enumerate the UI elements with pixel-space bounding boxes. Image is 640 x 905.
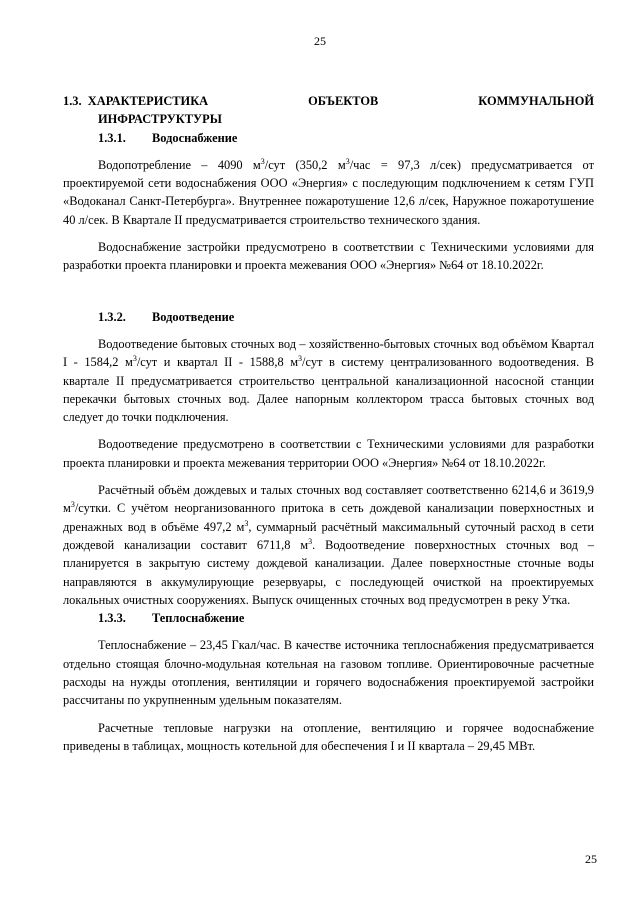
page-content <box>63 92 594 755</box>
subsection-title: Водоснабжение <box>152 130 238 145</box>
subsection-number: 1.3.1. <box>98 130 126 145</box>
paragraph-storm-water: Расчётный объём дождевых и талых сточных вод составляет соответственно 6214,6 и 3619,9 $м^3$/сутки. С учётом неорганизованного притока в сеть дождевой канализации поверхностных и дренажных вод в объёме 497,2 $м^3$, суммарный расчётный максимальный суточный расход в сети дождевой канализации составит 6711,8 $м^3$. Водоотведение поверхностных сточных вод – планируется в закрытую систему дождевой канализации. Далее поверхностные сточные воды направляются в аккумулирующие резервуары, с последующей очисткой на проектируемых локальных очистных сооружениях. Выпуск очищенных сточных вод предусмотрен в реку Утка. <box>63 483 594 607</box>
section-number: 1.3. <box>63 94 82 108</box>
subsection-heading-heat-supply <box>63 609 594 627</box>
spacer <box>63 275 594 299</box>
subsection-number: 1.3.3. <box>98 611 126 626</box>
paragraph-water-consumption: Водопотребление – 4090 $м^3$/сут (350,2 $м^3$/час = 97,3 л/сек) предусматривается от проектируемой сети водоснабжения ООО «Энергия» с последующим подключением к сетям ГУП «Водоканал Санкт-Петербурга». Внутреннее пожаротушение 12,6 л/сек, Наружное пожаротушение 40 л/сек. В Квартале II предусматривается строительство технического здания. <box>63 156 594 227</box>
spacer <box>63 710 594 719</box>
paragraph-drainage-conditions: Водоотведение предусмотрено в соответствии с Техническими условиями для разработки проекта планировки и проекта межевания территории ООО «Энергия» №64 от 18.10.2022г. <box>63 437 594 470</box>
section-title-word-3: КОММУНАЛЬНОЙ <box>478 94 594 108</box>
section-title-word-1: ХАРАКТЕРИСТИКА <box>87 94 209 108</box>
spacer <box>63 627 594 636</box>
page-number-top: 25 <box>314 34 326 48</box>
section-heading <box>63 92 594 110</box>
spacer <box>63 299 594 308</box>
subsection-heading-drainage <box>63 308 594 326</box>
section-title-word-2: ОБЪЕКТОВ <box>308 94 379 108</box>
spacer <box>63 472 594 481</box>
section-number-and-first-word <box>63 92 208 110</box>
paragraph-heat-supply: Теплоснабжение – 23,45 Гкал/час. В качестве источника теплоснабжения предусматривается отдельно стоящая блочно-модульная котельная на газовом топливе. Ориентировочные расчетные расходы на нужды отопления, вентиляции и горячего водоснабжения проектируемой застройки рассчитаны по укрупненным удельным показателям. <box>63 638 594 708</box>
subsection-number: 1.3.2. <box>98 309 126 324</box>
subsection-heading-water-supply <box>63 129 594 147</box>
spacer <box>63 426 594 435</box>
spacer <box>63 326 594 335</box>
page-number-bottom: 25 <box>585 852 597 866</box>
paragraph-domestic-wastewater: Водоотведение бытовых сточных вод – хозяйственно-бытовых сточных вод объёмом Квартал I - 1584,2 $м^3$/сут и квартал II - 1588,8 $м^3$/сут в систему централизованного водоотведения. В квартале II предусматривается строительство центральной канализационной насосной станции перекачки бытовых сточных вод. Далее напорным коллектором трасса бытовых сточных вод следует до точки подключения. <box>63 336 594 425</box>
subsection-title: Теплоснабжение <box>152 611 245 626</box>
subsection-title: Водоотведение <box>152 309 235 324</box>
section-title-continuation: ИНФРАСТРУКТУРЫ <box>98 112 222 127</box>
spacer <box>63 147 594 156</box>
spacer <box>63 229 594 238</box>
paragraph-heat-loads: Расчетные тепловые нагрузки на отопление, вентиляцию и горячее водоснабжение приведены в таблицах, мощность котельной для обеспечения I и II квартала – 29,45 МВт. <box>63 720 594 753</box>
paragraph-water-supply-conditions: Водоснабжение застройки предусмотрено в соответствии с Техническими условиями для разработки проекта планировки и проекта межевания ООО «Энергия» №64 от 18.10.2022г. <box>63 240 594 273</box>
